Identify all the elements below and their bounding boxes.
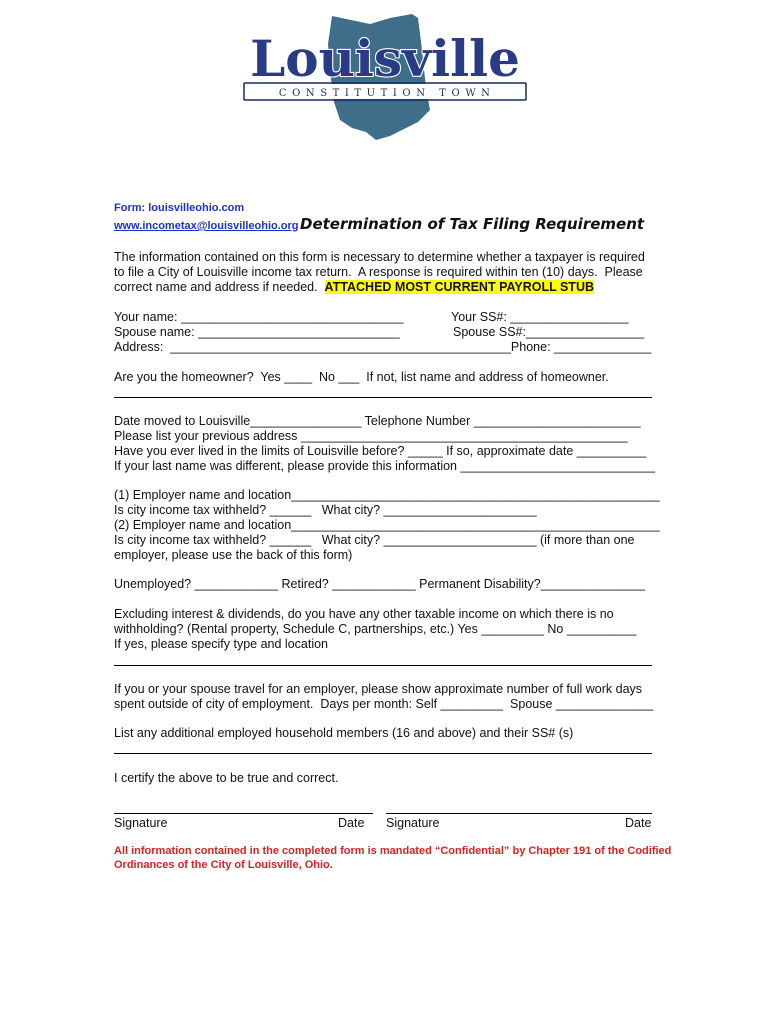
household-members-line[interactable]: [114, 753, 652, 754]
employer-note: employer, please use the back of this form): [114, 548, 353, 562]
form-website: Form: louisvilleohio.com: [114, 202, 245, 214]
employer-2-field[interactable]: (2) Employer name and location_____________________________________________________: [114, 518, 660, 532]
signature-2-line[interactable]: [386, 813, 652, 814]
address-phone-field[interactable]: Address: _________________________________________________Phone: ______________: [114, 340, 652, 354]
email-link[interactable]: www.incometax@louisvilleohio.org: [114, 220, 299, 232]
date-moved-field[interactable]: Date moved to Louisville________________ Telephone Number ________________________: [114, 414, 641, 428]
withheld-1-field[interactable]: Is city income tax withheld? ______ What city? ______________________: [114, 503, 537, 517]
confidential-notice-line-1: All information contained in the completed form is mandated “Confidential” by Chapter 191 of the Codified: [114, 845, 672, 857]
travel-days-field[interactable]: spent outside of city of employment. Days per month: Self _________ Spouse ______________: [114, 697, 654, 711]
signature-2-label: Signature: [386, 816, 440, 830]
logo-name: Louisville: [250, 29, 520, 88]
payroll-stub-highlight: ATTACHED MOST CURRENT PAYROLL STUB: [324, 280, 594, 294]
homeowner-question[interactable]: Are you the homeowner? Yes ____ No ___ If not, list name and address of homeowner.: [114, 370, 609, 384]
signature-1-line[interactable]: [114, 813, 373, 814]
your-name-field[interactable]: Your name: ________________________________: [114, 310, 404, 324]
spouse-ss-field[interactable]: Spouse SS#:_________________: [453, 325, 645, 339]
certify-statement: I certify the above to be true and correct.: [114, 771, 339, 785]
lived-before-field[interactable]: Have you ever lived in the limits of Louisville before? _____ If so, approximate date __________: [114, 444, 647, 458]
spouse-name-field[interactable]: Spouse name: _____________________________: [114, 325, 400, 339]
other-income-line-3: If yes, please specify type and location: [114, 637, 329, 651]
intro-line-1: The information contained on this form is necessary to determine whether a taxpayer is required: [114, 250, 645, 264]
other-income-yes-no-field[interactable]: withholding? (Rental property, Schedule C, partnerships, etc.) Yes _________ No __________: [114, 622, 637, 636]
louisville-logo: [240, 10, 530, 145]
last-name-field[interactable]: If your last name was different, please provide this information ____________________________: [114, 459, 656, 473]
confidential-notice-line-2: Ordinances of the City of Louisville, Ohio.: [114, 859, 333, 871]
other-income-line[interactable]: [114, 665, 652, 666]
employer-1-field[interactable]: (1) Employer name and location_____________________________________________________: [114, 488, 660, 502]
previous-address-field[interactable]: Please list your previous address _______________________________________________: [114, 429, 628, 443]
your-ss-field[interactable]: Your SS#: _________________: [451, 310, 629, 324]
signature-1-label: Signature: [114, 816, 168, 830]
date-2-label: Date: [625, 816, 652, 830]
intro-line-3: [114, 280, 594, 295]
withheld-2-field[interactable]: Is city income tax withheld? ______ What city? ______________________ (if more than one: [114, 533, 635, 547]
intro-line-3-text: correct name and address if needed.: [114, 280, 325, 294]
intro-line-2: to file a City of Louisville income tax return. A response is required within ten (10) days. Please: [114, 265, 643, 279]
other-income-line-1: Excluding interest & dividends, do you have any other taxable income on which there is no: [114, 607, 614, 621]
employment-status-field[interactable]: Unemployed? ____________ Retired? ____________ Permanent Disability?_______________: [114, 577, 645, 591]
household-members-label: List any additional employed household members (16 and above) and their SS# (s): [114, 726, 574, 740]
homeowner-line[interactable]: [114, 397, 652, 398]
form-title: Determination of Tax Filing Requirement: [300, 215, 645, 233]
logo-tagline: C O N S T I T U T I O N T O W N: [278, 88, 492, 99]
ohio-state-shape-icon: [240, 10, 530, 145]
travel-line-1: If you or your spouse travel for an employer, please show approximate number of full work days: [114, 682, 643, 696]
date-1-label: Date: [338, 816, 365, 830]
